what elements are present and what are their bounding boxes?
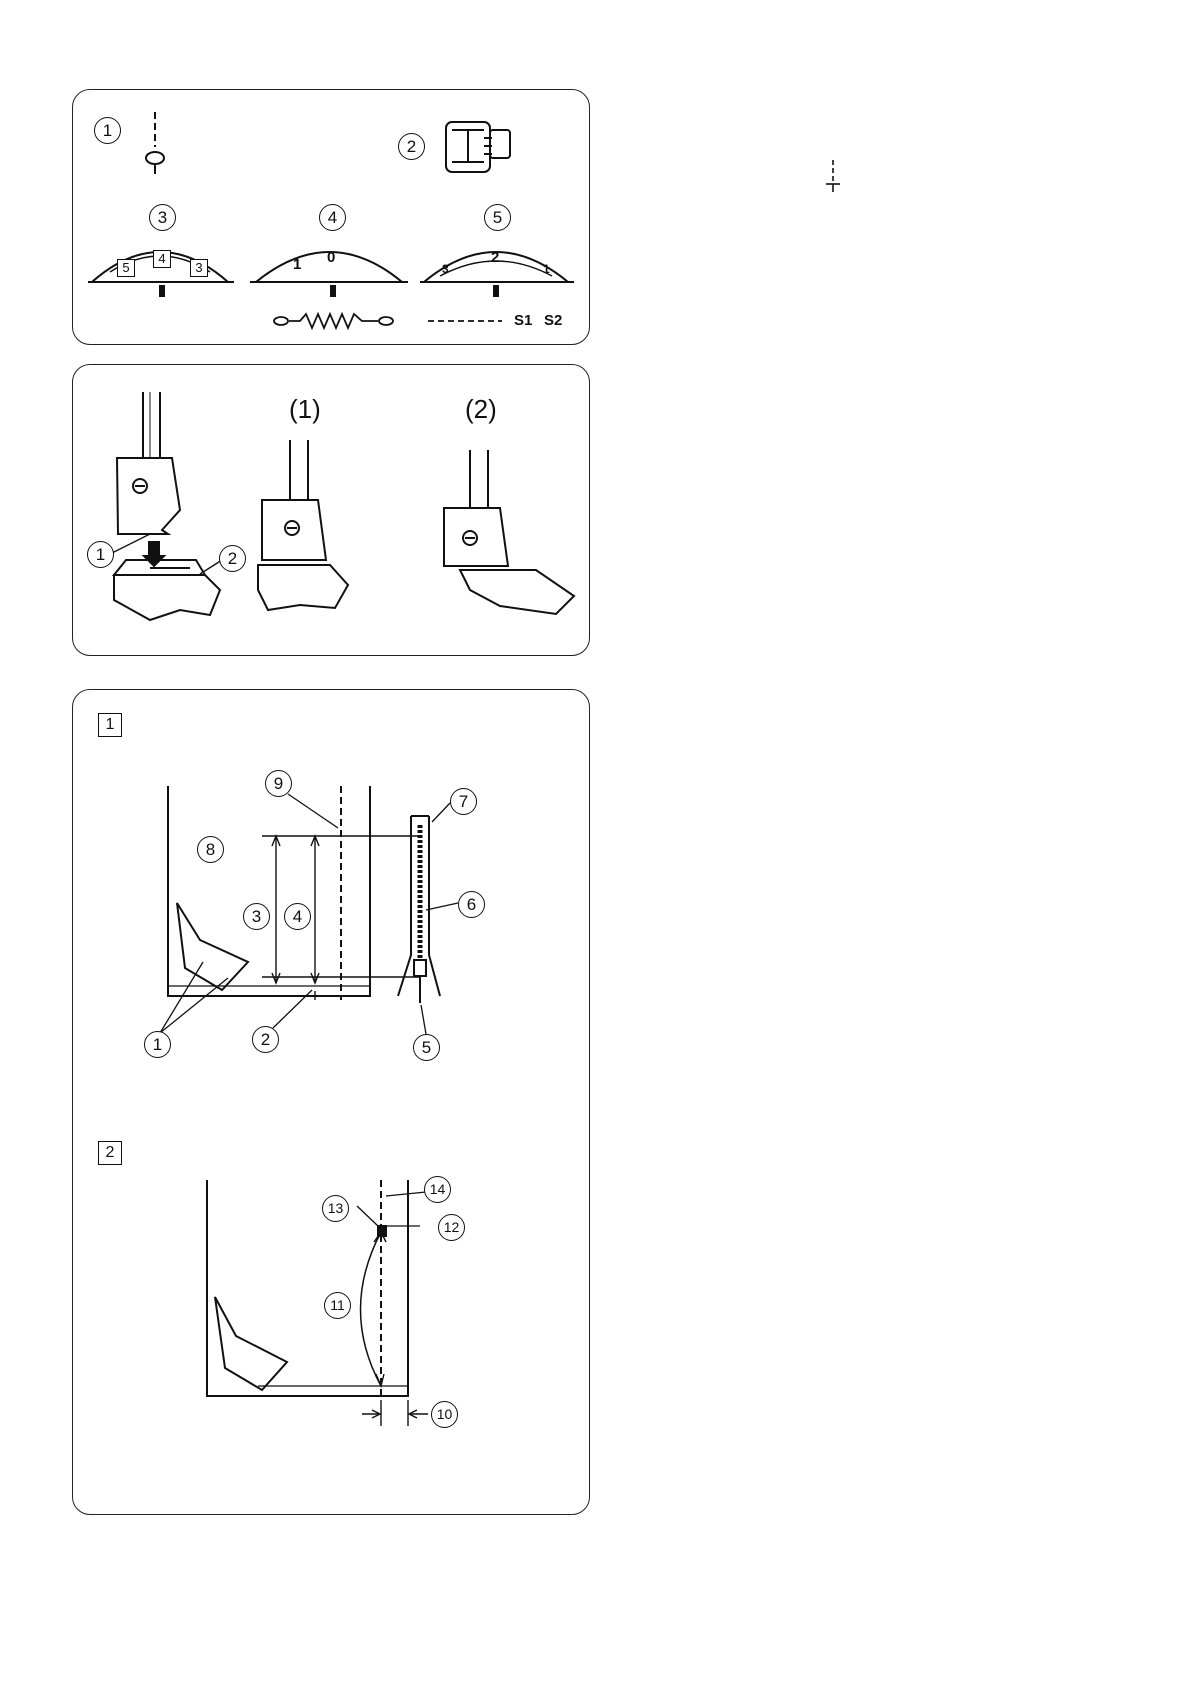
callout-3-measure: 3 — [243, 903, 270, 930]
callout-shank: 1 — [87, 541, 114, 568]
callout-11: 11 — [324, 1292, 351, 1319]
callout-5: 5 — [484, 204, 511, 231]
stitch-label-s2: S2 — [544, 312, 563, 329]
callout-1: 1 — [94, 117, 121, 144]
fabric-step-2 — [207, 1180, 420, 1400]
fabric-step-1 — [168, 786, 370, 1000]
dial4-left-value: 1 — [293, 256, 302, 273]
callout-13: 13 — [322, 1195, 349, 1222]
callout-2-allowance: 2 — [252, 1026, 279, 1053]
callout-10: 10 — [431, 1401, 458, 1428]
callout-6: 6 — [458, 891, 485, 918]
stitch-label-s1: S1 — [514, 312, 533, 329]
callout-9: 9 — [265, 770, 292, 797]
step-label-2: (2) — [465, 394, 497, 424]
callout-4-measure: 4 — [284, 903, 311, 930]
zipper — [398, 816, 440, 1003]
dial5-center-value: 2 — [491, 249, 500, 266]
callout-14: 14 — [424, 1176, 451, 1203]
callout-3: 3 — [149, 204, 176, 231]
callout-2: 2 — [398, 133, 425, 160]
callout-4: 4 — [319, 204, 346, 231]
dial5-right-value: 1 — [543, 262, 550, 276]
dial4-center-value: 0 — [327, 249, 336, 266]
callout-7: 7 — [450, 788, 477, 815]
seam-allowance-arrows — [362, 1400, 428, 1426]
dial3-center-value: 4 — [153, 250, 171, 268]
dial5-left-value: 3 — [442, 262, 449, 276]
step-1-marker: 1 — [98, 713, 122, 737]
callout-foot: 2 — [219, 545, 246, 572]
leaders-step-2 — [357, 1192, 426, 1226]
callout-8: 8 — [197, 836, 224, 863]
callout-5-stop: 5 — [413, 1034, 440, 1061]
callout-12: 12 — [438, 1214, 465, 1241]
step-label-1: (1) — [289, 394, 321, 424]
step-2-marker: 2 — [98, 1141, 122, 1165]
callout-1-fabric: 1 — [144, 1031, 171, 1058]
dial3-right-value: 3 — [190, 259, 208, 277]
dial3-left-value: 5 — [117, 259, 135, 277]
